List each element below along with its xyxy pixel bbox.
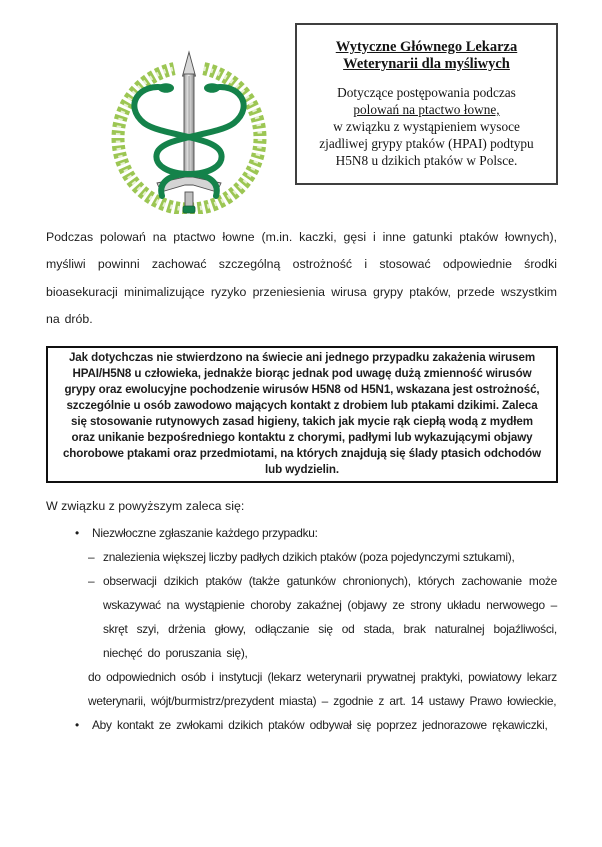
list-item-text: Niezwłoczne zgłaszanie każdego przypadku: [92, 526, 318, 540]
sword-tip [183, 52, 196, 76]
list-subitem-text: znalezienia większej liczby padłych dzikich ptaków (poza pojedynczymi sztukami), [103, 550, 515, 564]
recommendations-list [46, 521, 557, 737]
document-title-line1: Wytyczne Głównego Lekarza [335, 39, 518, 55]
subtitle-line-underlined: polowań na ptactwo łowne, [353, 102, 500, 117]
subtitle-line: zjadliwej grypy ptaków (HPAI) podtypu [319, 136, 534, 151]
list-subitem [88, 545, 557, 569]
list-subitem-text: obserwacji dzikich ptaków (także gatunków chronionych), których zachowanie może wskazywać na wystąpienie choroby zakaźnej (objawy ze strony układu nerwowego – skręt szyi, drżenia głowy, odłączanie się od stada, brak naturalnej bojaźliwości, niechęć do poruszania się), [103, 574, 557, 660]
document-title-line2: Weterynarii dla myśliwych [343, 55, 510, 72]
list-item [75, 713, 557, 737]
list-item [75, 521, 557, 545]
recommendations-lead: W związku z powyższym zaleca się: [46, 499, 245, 513]
sword-handle [185, 192, 193, 207]
document-title [297, 39, 556, 72]
guidelines-title-box [295, 23, 558, 185]
bullet-marker: • [75, 526, 79, 540]
snake-left-head [158, 83, 174, 93]
dash-marker: – [88, 550, 95, 564]
list-subitem [88, 569, 557, 665]
subtitle-line: H5N8 u dzikich ptaków w Polsce. [335, 153, 518, 168]
snake-right-head [204, 83, 220, 93]
subtitle-line: Dotyczące postępowania podczas [337, 85, 516, 100]
list-item-text: Aby kontakt ze zwłokami dzikich ptaków odbywał się poprzez jednorazowe rękawiczki, [92, 718, 548, 732]
sword-pommel [183, 206, 195, 213]
list-item-continuation: do odpowiednich osób i instytucji (lekarz weterynarii prywatnej praktyki, powiatowy lekarz weterynarii, wójt/burmistrz/prezydent miasta) – zgodnie z art. 14 ustawy Prawo łowieckie, [88, 670, 557, 708]
bullet-marker: • [75, 718, 79, 732]
subtitle-line: w związku z wystąpieniem wysoce [333, 119, 520, 134]
veterinary-emblem-logo [101, 50, 277, 214]
warning-box: Jak dotychczas nie stwierdzono na świecie ani jednego przypadku zakażenia wirusem HPAI/H5N8 u człowieka, jednakże biorąc jednak pod uwagę dużą zmienność wirusów grypy oraz ewolucyjne pochodzenie wirusów H5N8 od H5N1, wskazana jest ostrożność, szczególnie u osób zawodowo mających kontakt z drobiem lub ptakami dzikimi. Zaleca się stosowanie rutynowych zasad higieny, takich jak mycie rąk ciepłą wodą z mydłem oraz unikanie bezpośredniego kontaktu z chorymi, padłymi lub wykazującymi objawy chorobowe ptakami oraz przedmiotami, na których znajdują się ślady ptasich odchodów lub wydzielin. [46, 346, 558, 483]
intro-paragraph: Podczas polowań na ptactwo łowne (m.in. kaczki, gęsi i inne gatunki ptaków łownych), myśliwi powinni zachować szczególną ostrożność i stosować odpowiednie środki bioasekuracji minimalizujące ryzyko przeniesienia wirusa grypy ptaków, przede wszystkim na drób. [46, 230, 557, 327]
dash-marker: – [88, 574, 95, 588]
document-subtitle [297, 84, 556, 169]
